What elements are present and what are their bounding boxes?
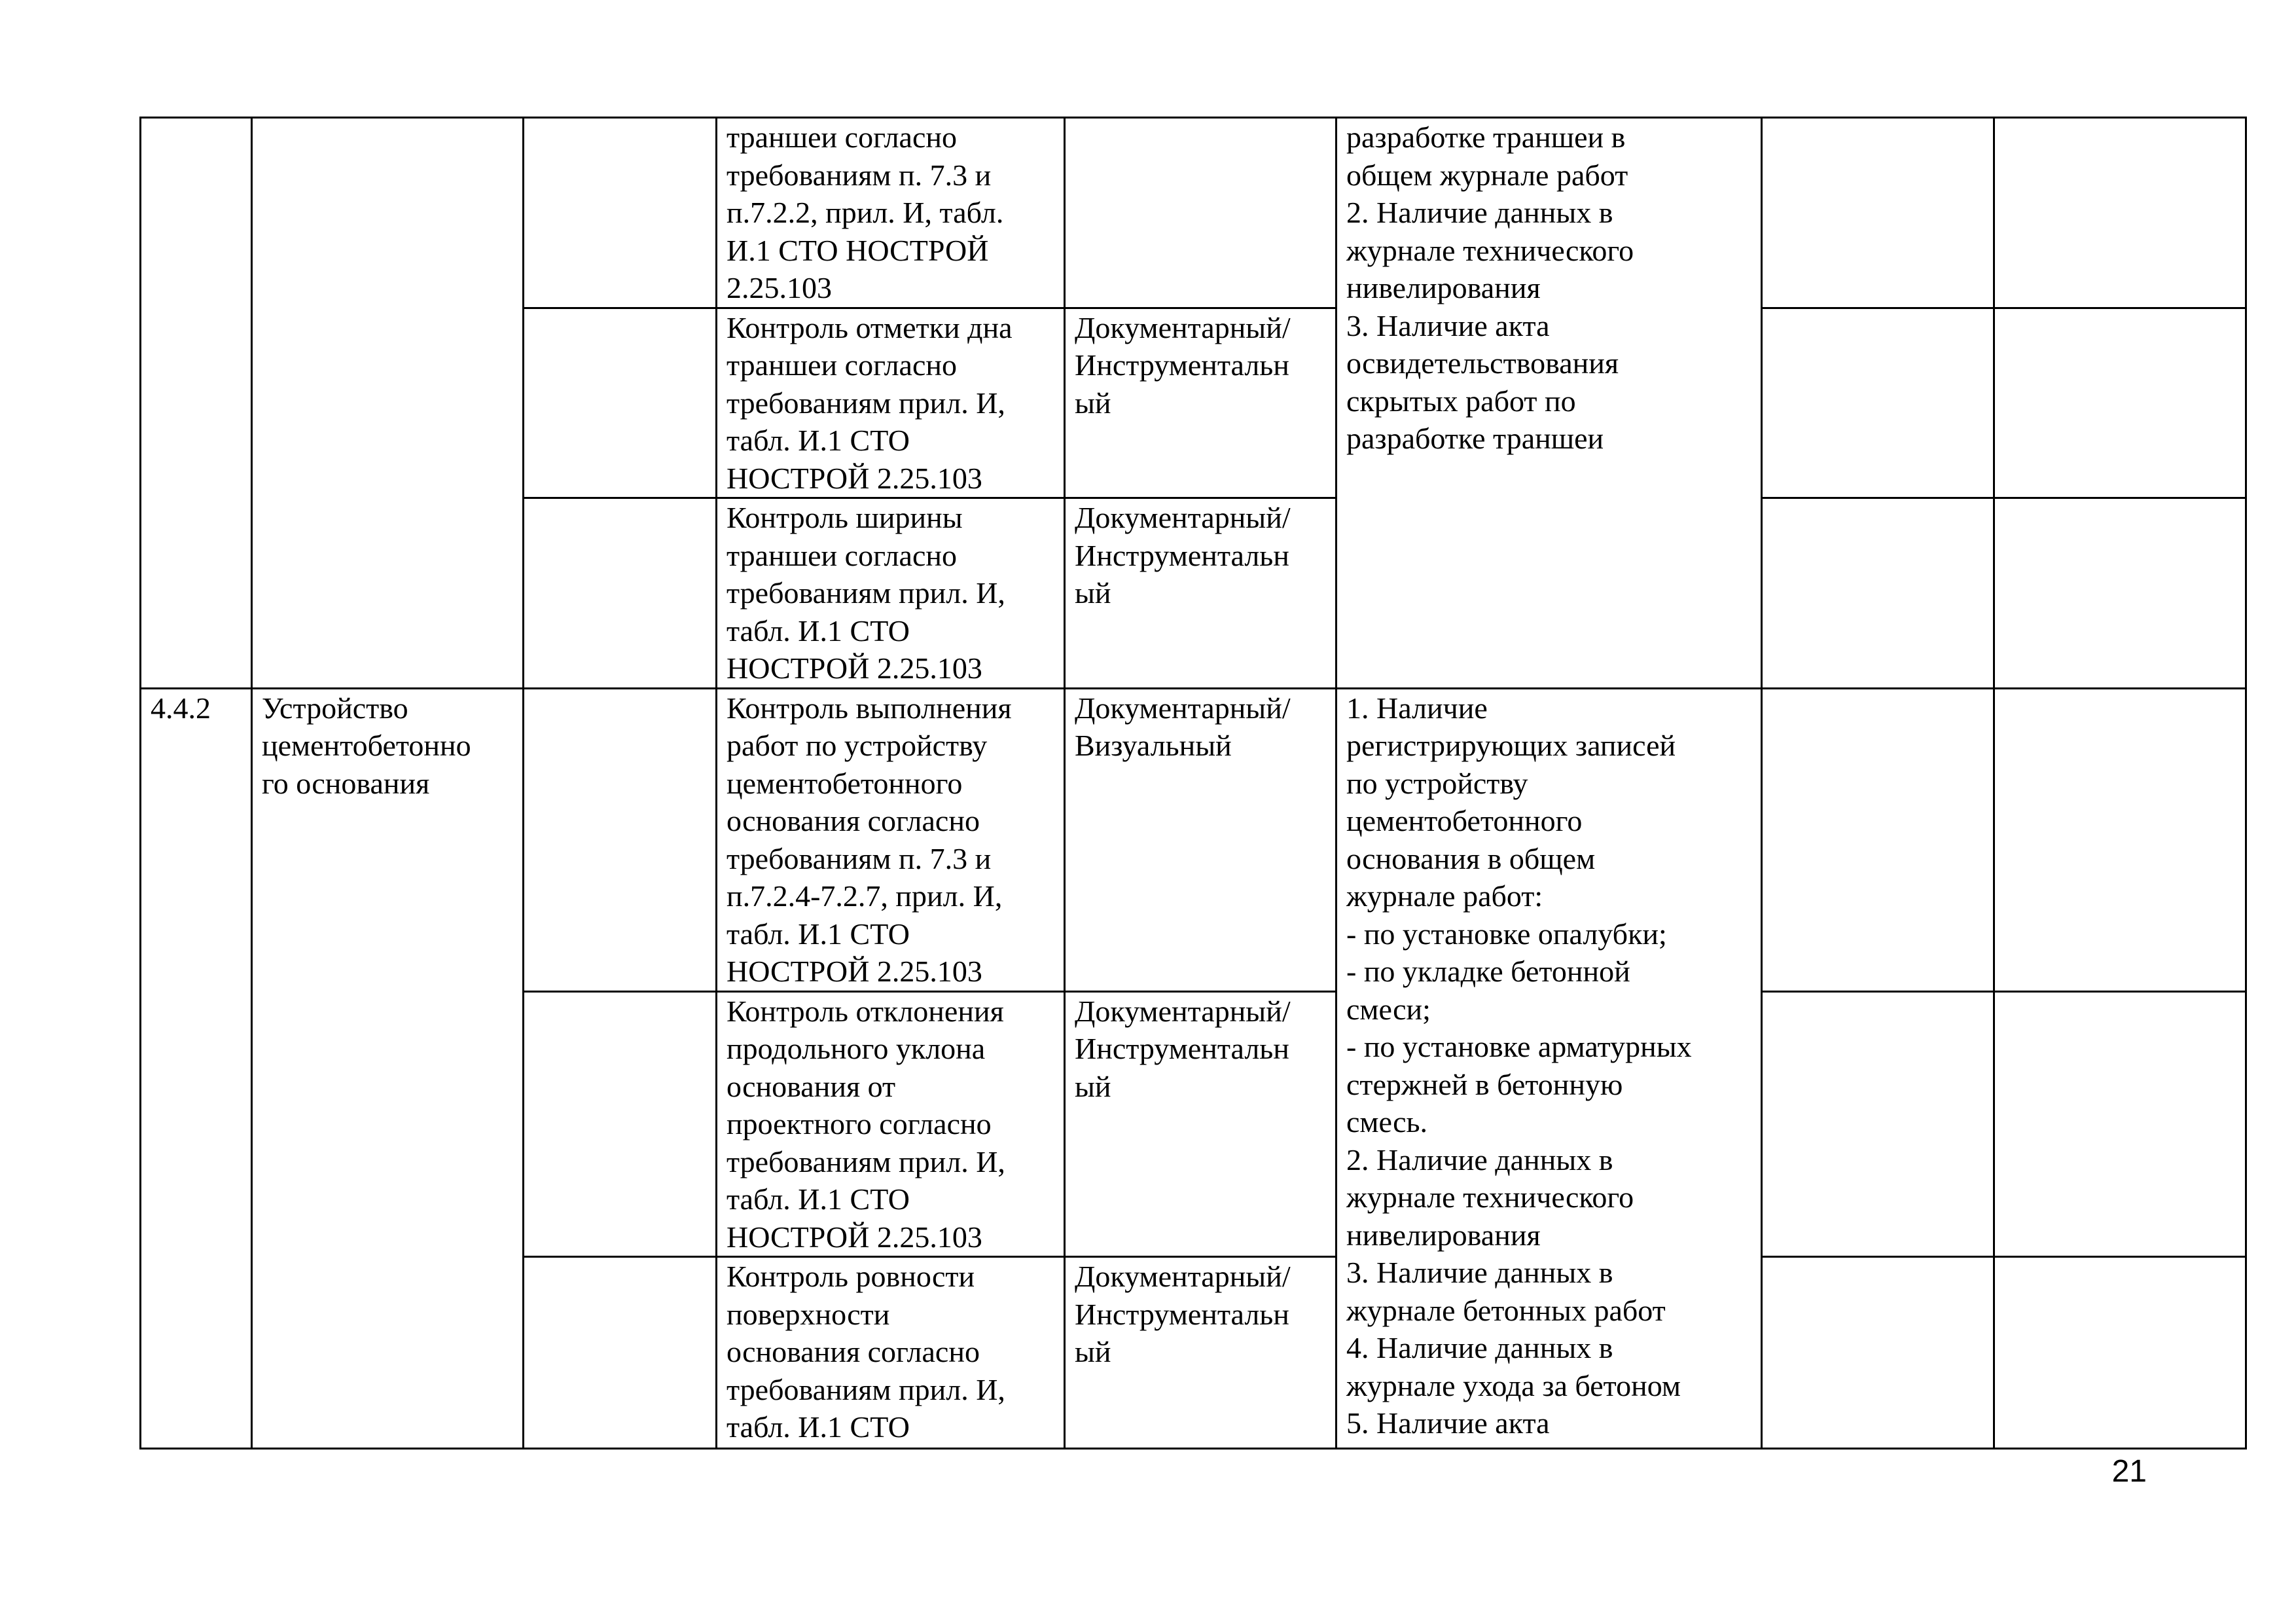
- empty-cell: [1994, 991, 2246, 1257]
- control-criterion: траншеи согласно требованиям п. 7.3 и п.7.2.2, прил. И, табл. И.1 СТО НОСТРОЙ 2.25.103: [717, 118, 1065, 308]
- stage-cell-empty: [252, 118, 524, 689]
- empty-cell: [1762, 498, 1994, 689]
- control-method: Документарный/ Инструментальн ый: [1065, 498, 1336, 689]
- empty-cell: [524, 498, 717, 689]
- empty-cell: [1994, 1257, 2246, 1449]
- control-criterion: Контроль выполнения работ по устройству цементобетонного основания согласно требованиям п. 7.3 и п.7.2.4-7.2.7, прил. И, табл. И.1 СТО НОСТРОЙ 2.25.103: [717, 688, 1065, 991]
- table-row: [141, 118, 2246, 308]
- inspection-table: [139, 117, 2247, 1450]
- control-method: Документарный/ Визуальный: [1065, 688, 1336, 991]
- empty-cell: [1762, 118, 1994, 308]
- number-cell-empty: [141, 118, 252, 689]
- control-method: Документарный/ Инструментальн ый: [1065, 308, 1336, 498]
- empty-cell: [1994, 688, 2246, 991]
- empty-cell: [524, 1257, 717, 1449]
- control-criterion: Контроль отклонения продольного уклона основания от проектного согласно требованиям прил. И, табл. И.1 СТО НОСТРОЙ 2.25.103: [717, 991, 1065, 1257]
- empty-cell: [1994, 118, 2246, 308]
- control-method: Документарный/ Инструментальн ый: [1065, 991, 1336, 1257]
- empty-cell: [1762, 991, 1994, 1257]
- evidence-cell: разработке траншеи в общем журнале работ 2. Наличие данных в журнале технического нивелирования 3. Наличие акта освидетельствования скрытых работ по разработке траншеи: [1336, 118, 1762, 689]
- empty-cell: [524, 308, 717, 498]
- empty-cell: [1762, 688, 1994, 991]
- control-method: [1065, 118, 1336, 308]
- section-number: 4.4.2: [141, 688, 252, 1449]
- evidence-cell: 1. Наличие регистрирующих записей по устройству цементобетонного основания в общем журнале работ: - по установке опалубки; - по укладке бетонной смеси; - по установке арматурных стержней в бетонную смесь. 2. Наличие данных в журнале технического нивелирования 3. Наличие данных в журнале бетонных работ 4. Наличие данных в журнале ухода за бетоном 5. Наличие акта: [1336, 688, 1762, 1449]
- empty-cell: [1994, 308, 2246, 498]
- empty-cell: [524, 991, 717, 1257]
- empty-cell: [1762, 308, 1994, 498]
- empty-cell: [1994, 498, 2246, 689]
- empty-cell: [524, 118, 717, 308]
- section-title: Устройство цементобетонно го основания: [252, 688, 524, 1449]
- empty-cell: [524, 688, 717, 991]
- table-row: [141, 688, 2246, 991]
- control-criterion: Контроль ровности поверхности основания согласно требованиям прил. И, табл. И.1 СТО: [717, 1257, 1065, 1449]
- page-number: 21: [2111, 1454, 2147, 1489]
- control-criterion: Контроль ширины траншеи согласно требованиям прил. И, табл. И.1 СТО НОСТРОЙ 2.25.103: [717, 498, 1065, 689]
- empty-cell: [1762, 1257, 1994, 1449]
- control-criterion: Контроль отметки дна траншеи согласно требованиям прил. И, табл. И.1 СТО НОСТРОЙ 2.25.103: [717, 308, 1065, 498]
- control-method: Документарный/ Инструментальн ый: [1065, 1257, 1336, 1449]
